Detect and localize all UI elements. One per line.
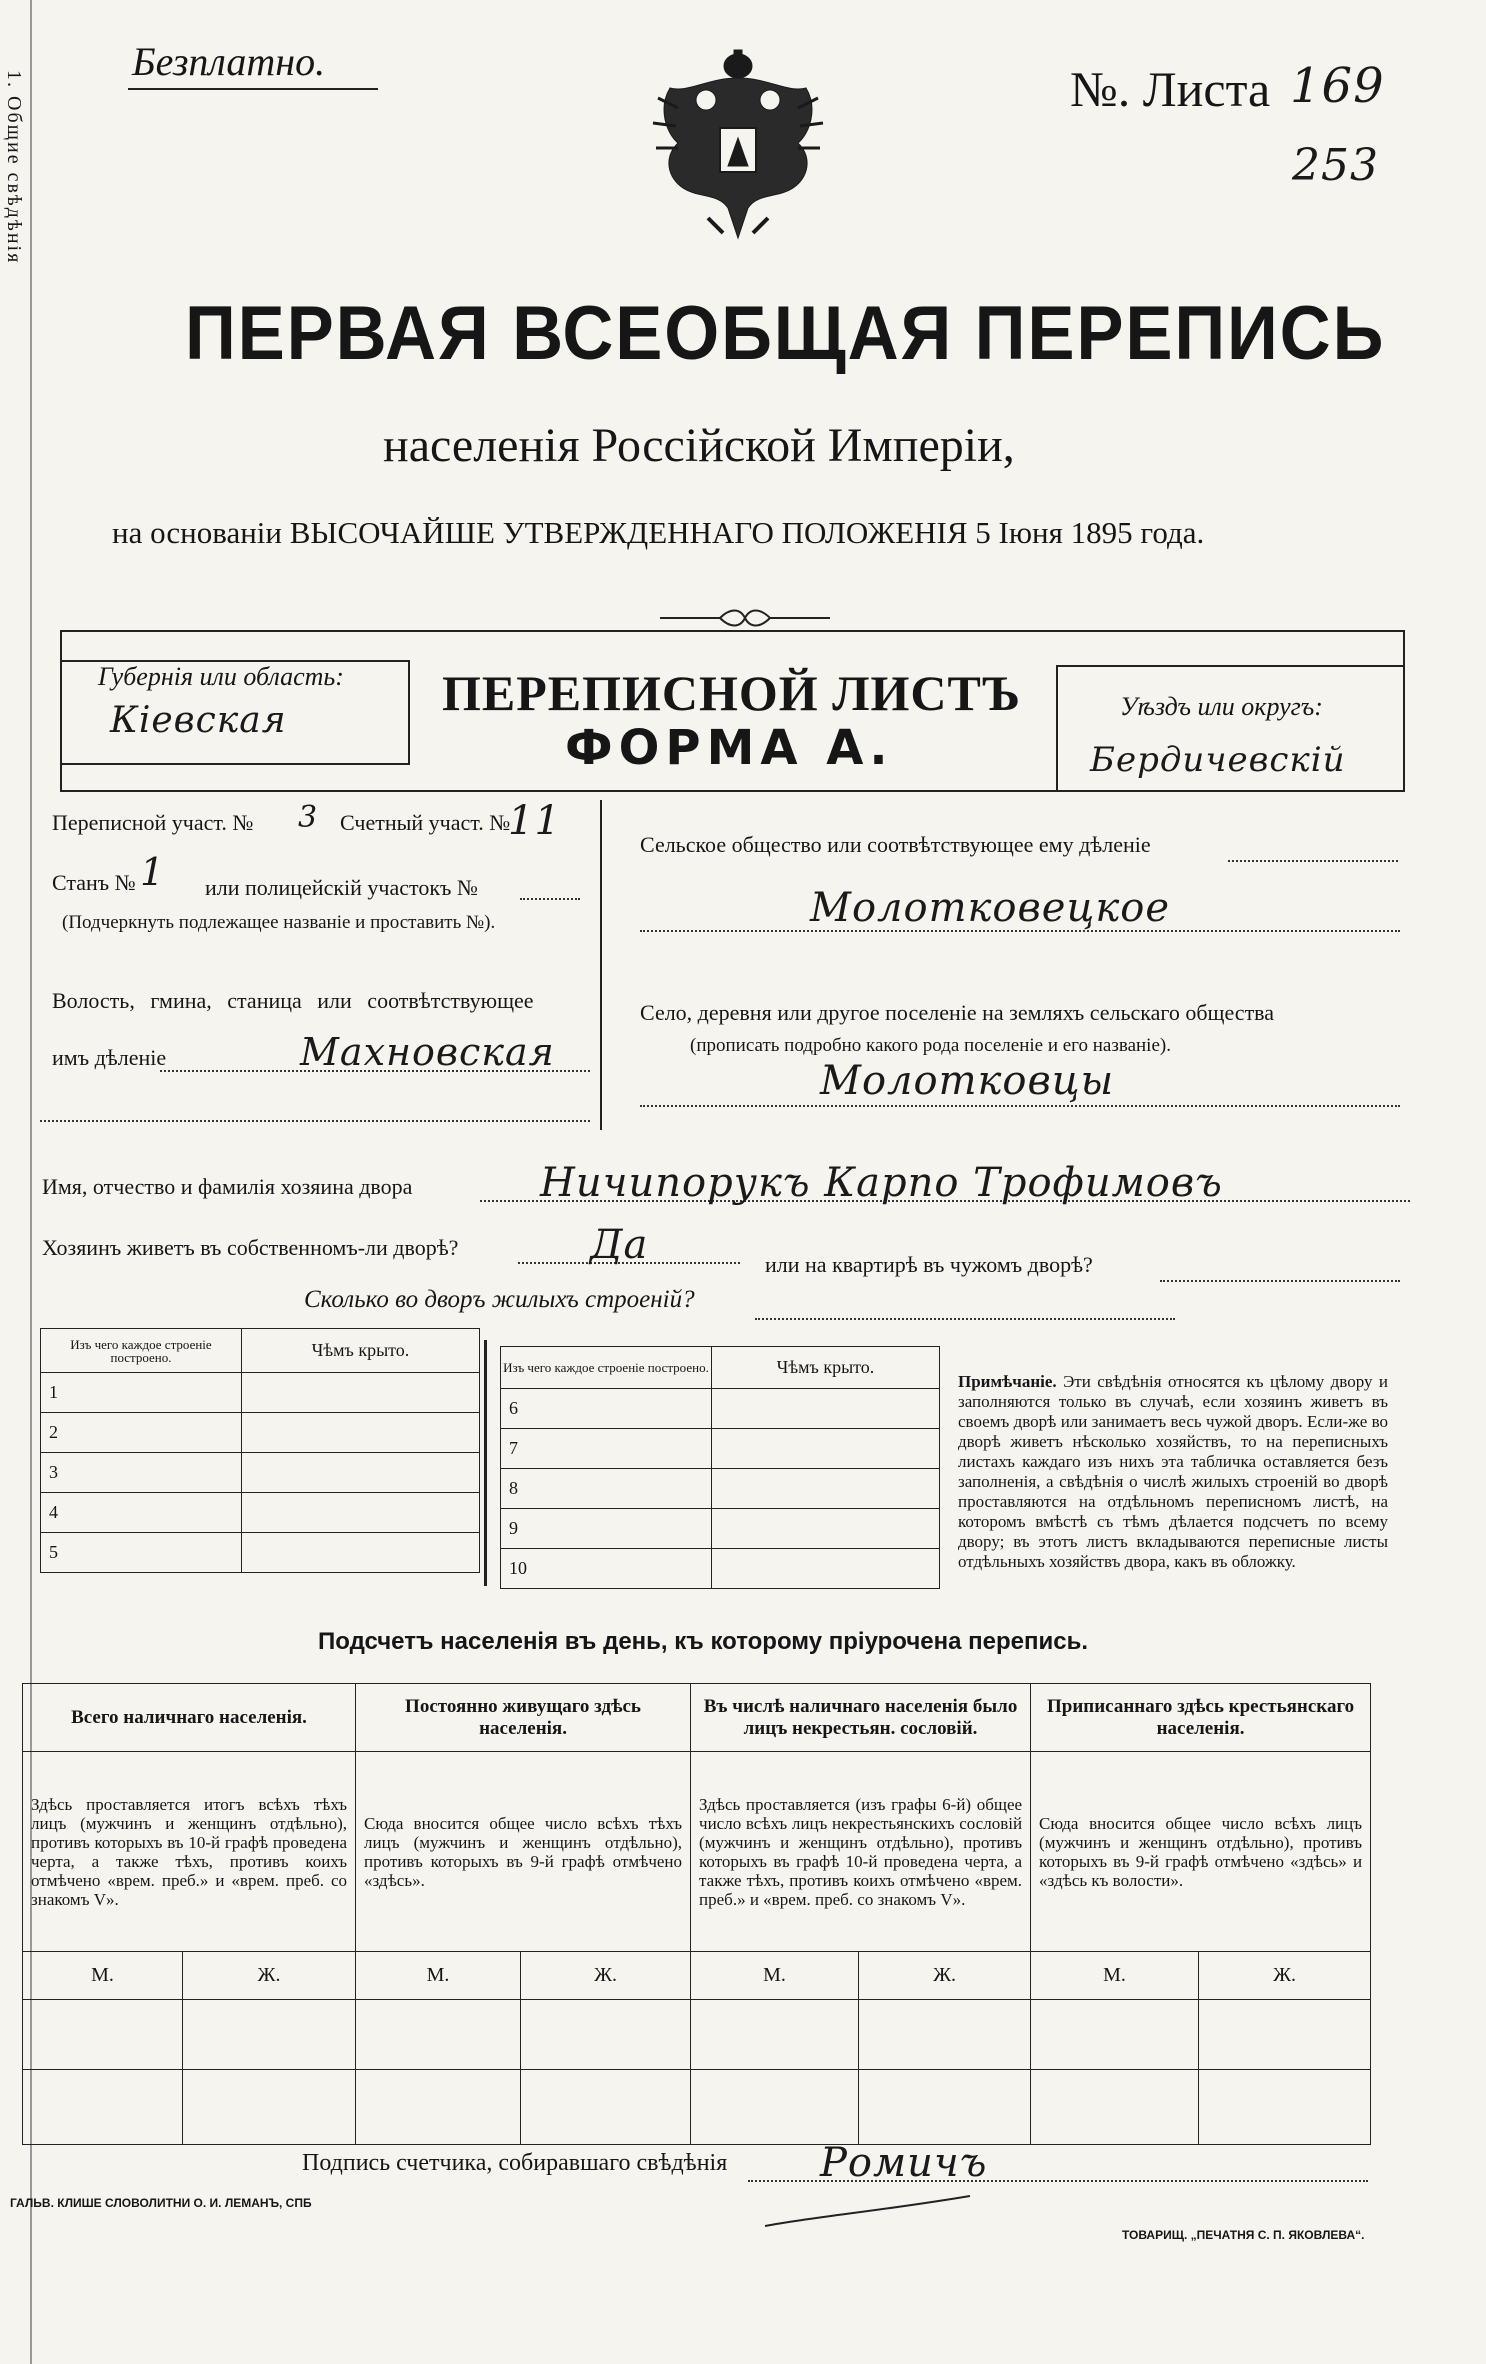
buildings-col-material: Изъ чего каждое строеніе построено. — [41, 1329, 242, 1373]
building-row-num: 6 — [501, 1389, 712, 1429]
volost-label-2: имъ дѣленіе — [52, 1045, 167, 1070]
count-area-label: Счетный участ. № — [340, 810, 511, 835]
police-label: или полицейскій участокъ № — [205, 875, 478, 900]
header-frame-right — [1403, 630, 1405, 792]
owner-lives-label: Хозяинъ живетъ въ собственномъ-ли дворѣ? — [42, 1235, 459, 1260]
police-note: (Подчеркнуть подлежащее названіе и проставить №). — [62, 912, 496, 933]
pop-cell[interactable] — [521, 2000, 691, 2070]
signature-flourish — [760, 2186, 990, 2236]
double-eagle-emblem — [648, 48, 828, 253]
buildings-table-left — [40, 1328, 480, 1573]
pop-zh-header: Ж. — [859, 1952, 1031, 2000]
header-frame-bottom — [60, 790, 1405, 792]
gubernia-box-bottom — [60, 763, 410, 765]
gubernia-box-right — [408, 660, 410, 765]
pop-cell[interactable] — [1031, 2070, 1199, 2145]
volost-label: Волость, гмина, станица или соотвѣтствующее — [52, 988, 534, 1013]
pop-col-text-non-peasant: Здѣсь проставляется (изъ графы 6-й) общее число всѣхъ лицъ некрестьянскихъ сословій (мужчинъ и женщинъ отдѣльно), противъ которыхъ въ графѣ 10-й проведена черта, а также тѣхъ, противъ коихъ отмѣчено «врем. преб.» и «врем. преб. со знакомъ V». — [691, 1752, 1031, 1952]
village-value[interactable]: Молотковцы — [820, 1058, 1115, 1104]
society-label: Сельское общество или соотвѣтствующее ему дѣленіе — [640, 832, 1151, 857]
pop-m-header: М. — [23, 1952, 183, 2000]
owner-name-value[interactable]: Ничипорукъ Карпо Трофимовъ — [540, 1160, 1223, 1206]
pop-col-text-total: Здѣсь проставляется итогъ всѣхъ тѣхъ лицъ (мужчинъ и женщинъ отдѣльно), противъ которыхъ въ 10-й графѣ проведена черта, а также тѣхъ, противъ коихъ отмѣчено «врем. преб.» и «врем. преб. со знакомъ V». — [23, 1752, 356, 1952]
owner-rent-label: или на квартирѣ въ чужомъ дворѣ? — [765, 1252, 1093, 1277]
sheet-number-label: №. Листа — [1070, 61, 1271, 117]
uezd-box-top — [1056, 665, 1405, 667]
building-roof-cell[interactable] — [242, 1453, 480, 1493]
building-roof-cell[interactable] — [712, 1549, 940, 1589]
note-block — [958, 1372, 1388, 1572]
building-roof-cell[interactable] — [712, 1389, 940, 1429]
note-title: Примѣчаніе. — [958, 1372, 1057, 1391]
building-row-num: 2 — [41, 1413, 242, 1453]
gubernia-label: Губернія или область: — [98, 662, 344, 691]
pop-m-header: М. — [691, 1952, 859, 2000]
pop-cell[interactable] — [183, 2000, 356, 2070]
pop-cell[interactable] — [23, 2000, 183, 2070]
sheet-number-value-2: 253 — [1292, 140, 1379, 191]
building-row-num: 4 — [41, 1493, 242, 1533]
buildings-col-roof: Чѣмъ крыто. — [712, 1347, 940, 1389]
free-underline — [128, 88, 378, 90]
building-row-num: 5 — [41, 1533, 242, 1573]
village-note: (прописать подробно какого рода поселеніе и его названіе). — [690, 1035, 1171, 1056]
pop-cell[interactable] — [23, 2070, 183, 2145]
building-roof-cell[interactable] — [242, 1413, 480, 1453]
owner-rent-field[interactable] — [1160, 1280, 1400, 1282]
buildings-divider — [484, 1340, 487, 1586]
pop-cell[interactable] — [1199, 2070, 1371, 2145]
owner-lives-value[interactable]: Да — [590, 1222, 649, 1268]
owner-name-label: Имя, отчество и фамилія хозяина двора — [42, 1174, 413, 1199]
pop-cell[interactable] — [859, 2070, 1031, 2145]
gubernia-value[interactable]: Кіевская — [110, 700, 287, 741]
building-row-num: 1 — [41, 1373, 242, 1413]
form-subtitle: ФОРМА А. — [565, 720, 894, 776]
pop-cell[interactable] — [521, 2070, 691, 2145]
census-area-label: Переписной участ. № — [52, 810, 254, 835]
village-field-line[interactable] — [640, 1105, 1400, 1107]
pop-m-header: М. — [356, 1952, 521, 2000]
count-area-value[interactable]: 11 — [508, 798, 561, 844]
middle-divider — [600, 800, 602, 1130]
buildings-col-material: Изъ чего каждое строеніе построено. — [501, 1347, 712, 1389]
pop-cell[interactable] — [356, 2000, 521, 2070]
buildings-table-right — [500, 1346, 940, 1589]
uezd-label: Уѣздъ или округъ: — [1120, 692, 1323, 721]
printer-right: ТОВАРИЩ. „ПЕЧАТНЯ С. П. ЯКОВЛЕВА“. — [1122, 2228, 1365, 2242]
pop-zh-header: Ж. — [183, 1952, 356, 2000]
pop-col-head-peasant: Приписаннаго здѣсь крестьянскаго населенія. — [1031, 1684, 1371, 1752]
population-table — [22, 1683, 1371, 2145]
basis-line: на основаніи ВЫСОЧАЙШЕ УТВЕРЖДЕННАГО ПОЛОЖЕНІЯ 5 Іюня 1895 года. — [112, 515, 1205, 550]
pop-col-text-permanent: Сюда вносится общее число всѣхъ тѣхъ лицъ (мужчинъ и женщинъ отдѣльно), противъ которыхъ въ 9-й графѣ отмѣчено «здѣсь». — [356, 1752, 691, 1952]
pop-col-head-non-peasant: Въ числѣ наличнаго населенія было лицъ некрестьян. сословій. — [691, 1684, 1031, 1752]
stan-value[interactable]: 1 — [140, 850, 166, 894]
side-label: 1. Общие свѣдѣнія — [3, 70, 25, 265]
building-row-num: 10 — [501, 1549, 712, 1589]
pop-cell[interactable] — [1199, 2000, 1371, 2070]
society-field-line[interactable] — [1228, 860, 1398, 862]
society-value[interactable]: Молотковецкое — [810, 885, 1170, 931]
form-title: ПЕРЕПИСНОЙ ЛИСТЪ — [442, 665, 1022, 721]
building-row-num: 3 — [41, 1453, 242, 1493]
pop-cell[interactable] — [183, 2070, 356, 2145]
census-area-value[interactable]: 3 — [298, 800, 319, 835]
building-row-num: 8 — [501, 1469, 712, 1509]
pop-col-head-permanent: Постоянно живущаго здѣсь населенія. — [356, 1684, 691, 1752]
building-row-num: 9 — [501, 1509, 712, 1549]
police-field[interactable] — [520, 898, 580, 900]
ornament-divider — [660, 608, 830, 628]
building-roof-cell[interactable] — [712, 1429, 940, 1469]
subtitle: населенія Россійской Имперіи, — [383, 419, 1015, 472]
free-label: Безплатно. — [132, 39, 326, 84]
building-roof-cell[interactable] — [242, 1373, 480, 1413]
buildings-label: Сколько во дворъ жилыхъ строеній? — [304, 1286, 695, 1313]
printer-left: ГАЛЬВ. КЛИШЕ СЛОВОЛИТНИ О. И. ЛЕМАНЪ, СПБ — [10, 2196, 312, 2210]
pop-cell[interactable] — [1031, 2000, 1199, 2070]
volost-field-line-2[interactable] — [40, 1120, 590, 1122]
building-roof-cell[interactable] — [242, 1533, 480, 1573]
signature-label: Подпись счетчика, собиравшаго свѣдѣнія — [302, 2150, 728, 2176]
buildings-col-roof: Чѣмъ крыто. — [242, 1329, 480, 1373]
buildings-field[interactable] — [755, 1318, 1175, 1320]
pop-col-head-total: Всего наличнаго населенія. — [23, 1684, 356, 1752]
header-frame-left — [60, 630, 62, 792]
population-title: Подсчетъ населенія въ день, къ которому пріурочена перепись. — [318, 1628, 1088, 1655]
building-roof-cell[interactable] — [242, 1493, 480, 1533]
sheet-number-value: 169 — [1290, 58, 1385, 114]
note-text: Эти свѣдѣнія относятся къ цѣлому двору и заполняются только въ случаѣ, если хозяинъ живетъ въ своемъ дворѣ или занимаетъ весь чужой дворъ. Если-же во дворѣ живетъ нѣсколько хозяйствъ, то на переписныхъ листахъ каждаго изъ нихъ эта табличка оставляется безъ заполненія, а свѣдѣнія о числѣ жилыхъ строеній во дворѣ проставляются на отдѣльномъ переписномъ листѣ, на которомъ вмѣстѣ съ тѣмъ дѣлается подсчетъ по всему двору; въ этотъ листъ вкладываются переписные листы отдѣльныхъ хозяйствъ двора, какъ въ обложку. — [958, 1372, 1388, 1571]
uezd-value[interactable]: Бердичевскій — [1090, 740, 1346, 780]
pop-cell[interactable] — [356, 2070, 521, 2145]
pop-cell[interactable] — [859, 2000, 1031, 2070]
pop-zh-header: Ж. — [1199, 1952, 1371, 2000]
volost-value[interactable]: Махновская — [300, 1030, 555, 1074]
building-row-num: 7 — [501, 1429, 712, 1469]
uezd-box-left — [1056, 665, 1058, 790]
village-label: Село, деревня или другое поселеніе на земляхъ сельскаго общества — [640, 1000, 1275, 1025]
pop-cell[interactable] — [691, 2070, 859, 2145]
main-title: ПЕРВАЯ ВСЕОБЩАЯ ПЕРЕПИСЬ — [185, 291, 1386, 376]
signature-value[interactable]: Ромичъ — [820, 2140, 988, 2186]
stan-label: Станъ № — [52, 870, 136, 895]
pop-cell[interactable] — [691, 2000, 859, 2070]
pop-zh-header: Ж. — [521, 1952, 691, 2000]
building-roof-cell[interactable] — [712, 1469, 940, 1509]
building-roof-cell[interactable] — [712, 1509, 940, 1549]
header-frame-top — [60, 630, 1405, 632]
pop-col-text-peasant: Сюда вносится общее число всѣхъ лицъ (мужчинъ и женщинъ отдѣльно), противъ которыхъ въ 9-й графѣ отмѣчено «здѣсь» и «здѣсь къ волости». — [1031, 1752, 1371, 1952]
pop-m-header: М. — [1031, 1952, 1199, 2000]
